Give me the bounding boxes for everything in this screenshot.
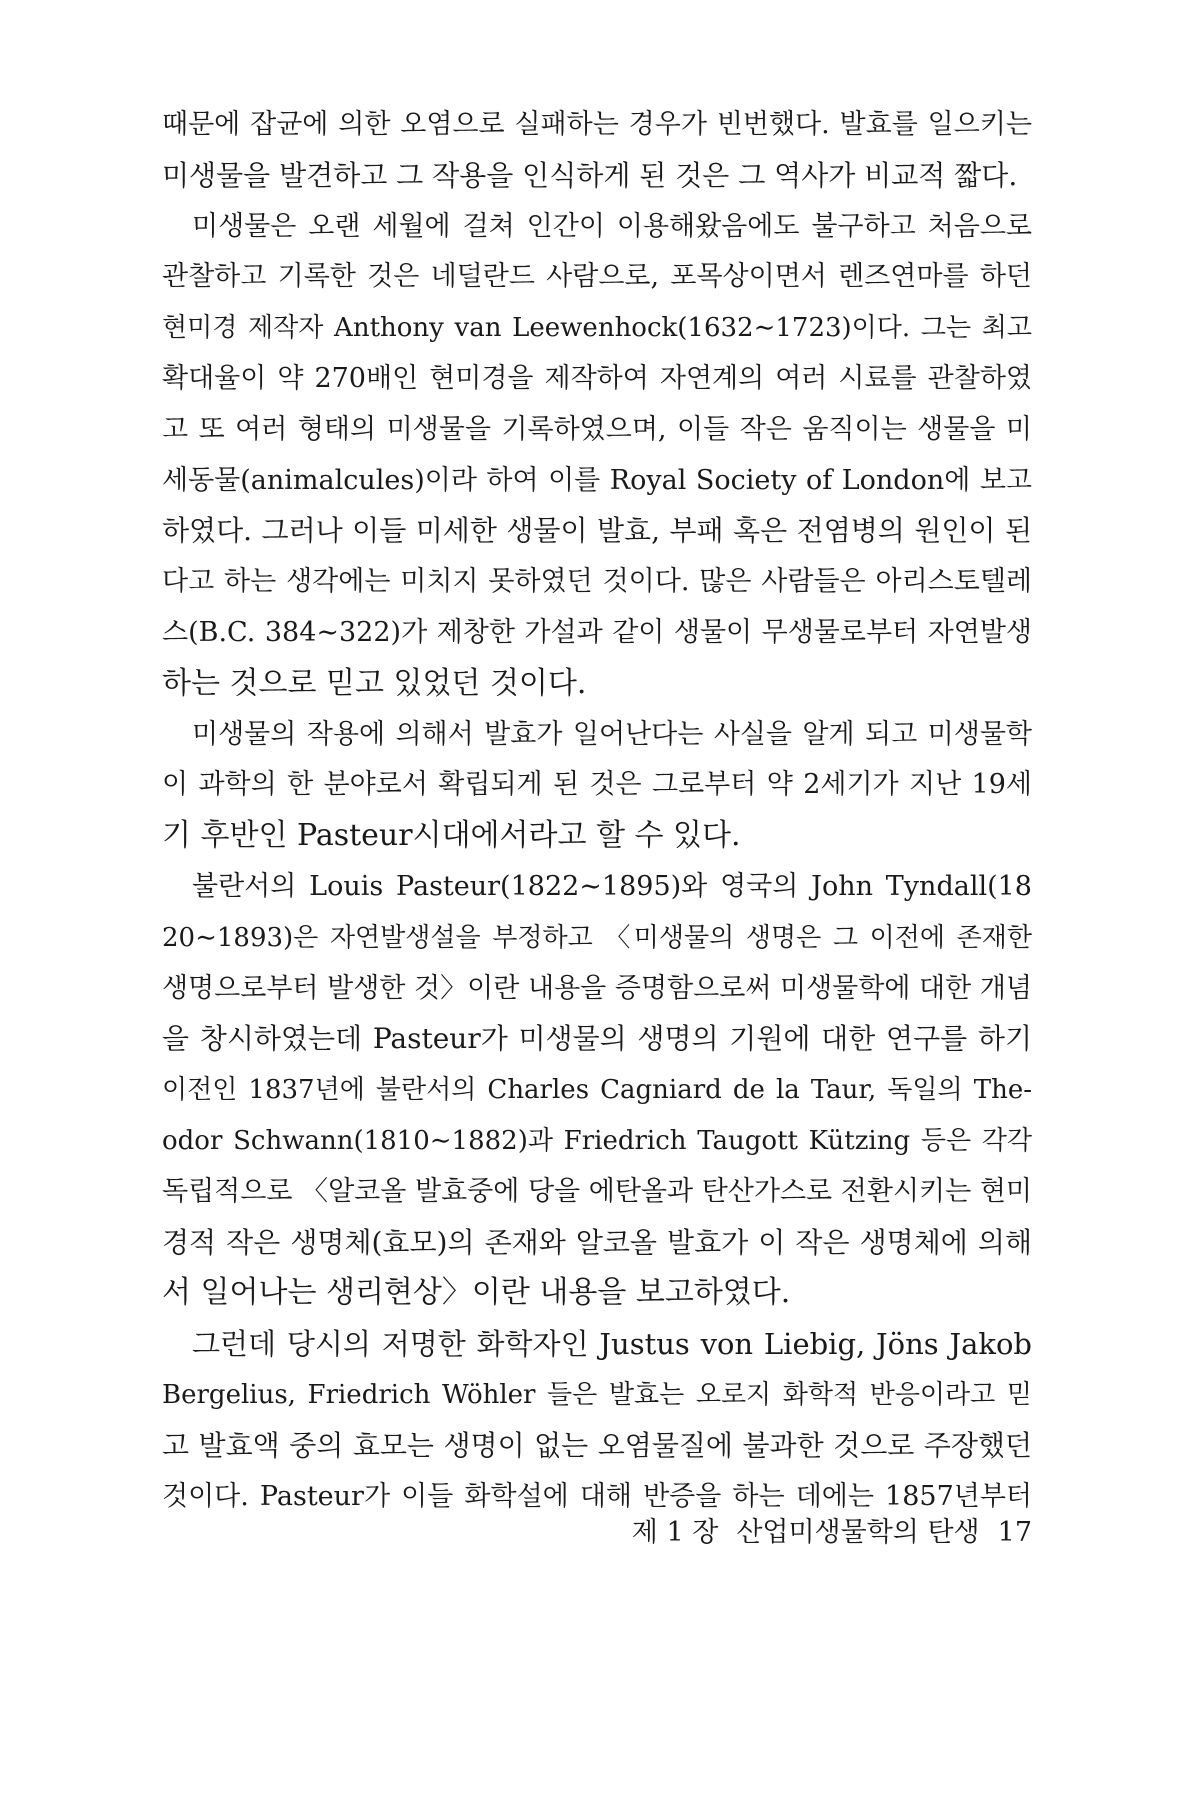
text-line: 다고 하는 생각에는 미치지 못하였던 것이다. 많은 사람들은 아리스토텔레 bbox=[162, 566, 1032, 598]
text-line: 이 과학의 한 분야로서 확립되게 된 것은 그로부터 약 2세기가 지난 19세 bbox=[162, 769, 1032, 801]
text-line: 세동물(animalcules)이라 하여 이를 Royal Society of London에 보고 bbox=[162, 464, 1032, 496]
text-line: 서 일어나는 생리현상〉이란 내용을 보고하였다. bbox=[162, 1275, 791, 1311]
paragraph-4 bbox=[162, 862, 1032, 1319]
body-text bbox=[162, 100, 1032, 1522]
text-line: 이전인 1837년에 불란서의 Charles Cagniard de la Taur, 독일의 The- bbox=[162, 1075, 1032, 1106]
text-line: 독립적으로 〈알코올 발효중에 당을 에탄올과 탄산가스로 전환시키는 현미 bbox=[162, 1175, 1032, 1207]
chapter-title: 산업미생물학의 탄생 bbox=[736, 1517, 980, 1548]
text-line: 확대율이 약 270배인 현미경을 제작하여 자연계의 여러 시료를 관찰하였 bbox=[162, 362, 1032, 394]
text-line: 미생물의 작용에 의해서 발효가 일어난다는 사실을 알게 되고 미생물학 bbox=[192, 718, 1032, 750]
text-line: 생명으로부터 발생한 것〉이란 내용을 증명함으로써 미생물학에 대한 개념 bbox=[162, 972, 1032, 1004]
text-line: 20∼1893)은 자연발생설을 부정하고 〈미생물의 생명은 그 이전에 존재한 bbox=[162, 922, 1032, 953]
text-line: 경적 작은 생명체(효모)의 존재와 알코올 발효가 이 작은 생명체에 의해 bbox=[162, 1225, 1032, 1259]
text-line: 고 또 여러 형태의 미생물을 기록하였으며, 이들 작은 움직이는 생물을 미 bbox=[162, 413, 1032, 445]
text-line: 것이다. Pasteur가 이들 화학설에 대해 반증을 하는 데에는 1857년부터 bbox=[162, 1480, 1032, 1512]
text-line: 고 발효액 중의 효모는 생명이 없는 오염물질에 불과한 것으로 주장했던 bbox=[162, 1428, 1032, 1462]
paragraph-5 bbox=[162, 1319, 1032, 1522]
text-line: 미생물은 오랜 세월에 걸쳐 인간이 이용해왔음에도 불구하고 처음으로 bbox=[192, 210, 1032, 242]
text-line: 현미경 제작자 Anthony van Leewenhock(1632∼1723)이다. 그는 최고 bbox=[162, 313, 1032, 344]
page-footer bbox=[620, 1513, 1032, 1553]
text-line: 그런데 당시의 저명한 화학자인 Justus von Liebig, Jöns Jakob bbox=[192, 1327, 1032, 1362]
text-line: 때문에 잡균에 의한 오염으로 실패하는 경우가 빈번했다. 발효를 일으키는 bbox=[162, 109, 1032, 140]
text-line: 불란서의 Louis Pasteur(1822∼1895)와 영국의 John Tyndall(18 bbox=[192, 870, 1032, 902]
text-line: 스(B.C. 384∼322)가 제창한 가설과 같이 생물이 무생물로부터 자연발생 bbox=[162, 616, 1032, 648]
text-line: 미생물을 발견하고 그 작용을 인식하게 된 것은 그 역사가 비교적 짧다. bbox=[162, 158, 1018, 192]
text-line: 하였다. 그러나 이들 미세한 생물이 발효, 부패 혹은 전염병의 원인이 된 bbox=[162, 514, 1032, 548]
page-number: 17 bbox=[997, 1517, 1032, 1548]
text-line: odor Schwann(1810∼1882)과 Friedrich Taugott Kützing 등은 각각 bbox=[162, 1125, 1032, 1156]
paragraph-2 bbox=[162, 202, 1032, 710]
paragraph-1 bbox=[162, 100, 1032, 202]
text-line: 기 후반인 Pasteur시대에서라고 할 수 있다. bbox=[162, 818, 741, 854]
text-line: 하는 것으로 믿고 있었던 것이다. bbox=[162, 665, 587, 701]
chapter-number: 제 1 장 bbox=[631, 1517, 719, 1548]
text-line: 을 창시하였는데 Pasteur가 미생물의 생명의 기원에 대한 연구를 하기 bbox=[162, 1022, 1032, 1056]
paragraph-3 bbox=[162, 710, 1032, 862]
text-line: Bergelius, Friedrich Wöhler 들은 발효는 오로지 화학적 반응이라고 믿 bbox=[162, 1379, 1032, 1410]
text-line: 관찰하고 기록한 것은 네덜란드 사람으로, 포목상이면서 렌즈연마를 하던 bbox=[162, 261, 1032, 293]
